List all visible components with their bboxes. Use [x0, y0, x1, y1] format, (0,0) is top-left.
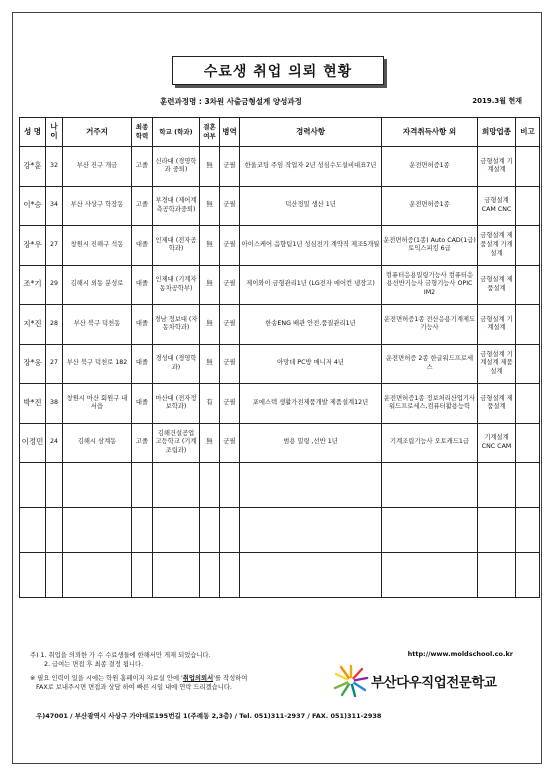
header-remarks: 비고: [516, 118, 540, 147]
header-career: 경력사항: [240, 118, 382, 147]
cell-career: 포에스텍 생활가전제품개발 제품설계12년: [240, 384, 382, 424]
cell-military: 군필: [220, 344, 240, 384]
candidates-table: [19, 117, 540, 598]
starburst-logo-icon: [333, 664, 369, 698]
cell-name: 강*훈: [20, 147, 46, 187]
empty-table-row: [20, 508, 540, 553]
cell-education: 고졸: [132, 186, 153, 226]
table-row: [20, 147, 540, 187]
cell-education: 대졸: [132, 384, 153, 424]
cell-desired: 금형설계 CAM CNC: [478, 186, 516, 226]
table-row: [20, 226, 540, 266]
cell-education: 고졸: [132, 147, 153, 187]
cell-married: 無: [200, 305, 220, 345]
header-desired: 희망업종: [478, 118, 516, 147]
cell-name: 지*진: [20, 305, 46, 345]
cell-residence: 창원시 진해구 석동: [63, 226, 132, 266]
header-school: 학교 (학과): [153, 118, 200, 147]
empty-table-row: [20, 553, 540, 598]
cell-residence: 부산 북구 덕천동: [63, 305, 132, 345]
cell-education: 대졸: [132, 344, 153, 384]
cell-school: 부경대 (제어계측공학과중퇴): [153, 186, 200, 226]
cell-married: 無: [200, 344, 220, 384]
school-address: 우)47001 / 부산광역시 사상구 가야대로195번길 1(주례동 2,3층) / Tel. 051)311-2937 / FAX. 051)311-2938: [36, 712, 382, 720]
cell-education: 대졸: [132, 305, 153, 345]
cell-licenses: 컴퓨터응용밀링기능사 컴퓨터응용선반기능사 금형기능사 OPIC IM2: [382, 265, 478, 305]
header-education: 최종 학력: [132, 118, 153, 147]
cell-married: 有: [200, 384, 220, 424]
cell-desired: 금형설계 기계설계: [478, 147, 516, 187]
cell-remarks: [516, 147, 540, 187]
cell-age: 24: [46, 423, 63, 463]
cell-desired: 금형설계 기계설계: [478, 305, 516, 345]
cell-residence: 김해시 외동 분성로: [63, 265, 132, 305]
cell-age: 32: [46, 147, 63, 187]
table-row: [20, 423, 540, 463]
cell-remarks: [516, 265, 540, 305]
header-licenses: 자격취득사항 외: [382, 118, 478, 147]
cell-military: 군필: [220, 423, 240, 463]
cell-military: 군필: [220, 384, 240, 424]
cell-school: 인제대 (전자공학과): [153, 226, 200, 266]
cell-military: 군필: [220, 226, 240, 266]
cell-remarks: [516, 186, 540, 226]
footnote-4: FAX로 보내주시면 면접과 상담 하여 빠른 시일 내에 연락 드리겠습니다.: [36, 683, 232, 691]
employment-request-form-link[interactable]: 취업의뢰서: [182, 675, 214, 682]
cell-career: 아이스케어 음향팀1년 성심전기 계약직 제조5개월: [240, 226, 382, 266]
header-married: 결혼 여부: [200, 118, 220, 147]
footnote-1: 주) 1. 취업을 의뢰한 가 수 수료생들에 한해서만 게재 되었습니다.: [30, 652, 211, 659]
footnotes: [30, 652, 247, 692]
footnote-3: [30, 675, 247, 684]
cell-licenses: 운전면허증1종 정보처리산업기사 워드프로세스,컴퓨터활용능력: [382, 384, 478, 424]
footnote-3-post: '를 작성하여: [213, 675, 248, 682]
cell-name: 이*승: [20, 186, 46, 226]
cell-age: 28: [46, 305, 63, 345]
footnote-2: 2. 급여는 면접 후 최종 결정 됩니다.: [44, 660, 144, 668]
cell-desired: 금형설계 제품설계: [478, 384, 516, 424]
header-name: 성 명: [20, 118, 46, 147]
cell-licenses: 운전면허증1종: [382, 186, 478, 226]
cell-name: 장*웅: [20, 344, 46, 384]
footnote-3-pre: ※ 필요 인력이 있을 시에는 학원 홈페이지 자료실 안에 ': [30, 675, 183, 682]
header-age: 나이: [46, 118, 63, 147]
cell-career: 덕산정밀 생산 1년: [240, 186, 382, 226]
cell-remarks: [516, 384, 540, 424]
header-military: 병역: [220, 118, 240, 147]
document-title: 수료생 취업 의뢰 현황: [172, 56, 384, 85]
table-header-row: [20, 118, 540, 147]
header-residence: 거주지: [63, 118, 132, 147]
cell-desired: 기계설계 CNC CAM: [478, 423, 516, 463]
table-row: [20, 305, 540, 345]
table-row: [20, 186, 540, 226]
cell-married: 無: [200, 186, 220, 226]
cell-military: 군필: [220, 305, 240, 345]
cell-school: 인제대 (기계자동차공학부): [153, 265, 200, 305]
cell-age: 34: [46, 186, 63, 226]
cell-education: 고졸: [132, 423, 153, 463]
cell-remarks: [516, 226, 540, 266]
table-row: [20, 384, 540, 424]
cell-remarks: [516, 344, 540, 384]
cell-name: 이정민: [20, 423, 46, 463]
cell-residence: 김해시 삼계동: [63, 423, 132, 463]
website-link[interactable]: http://www.moldschool.co.kr: [407, 650, 513, 658]
cell-age: 27: [46, 226, 63, 266]
cell-residence: 부산 진구 개금: [63, 147, 132, 187]
cell-desired: 금형설계 제품설계: [478, 265, 516, 305]
cell-school: 경남 정보대 (자동차학과): [153, 305, 200, 345]
empty-table-row: [20, 463, 540, 508]
cell-licenses: 운전면허증1종 전산응용기계제도기능사: [382, 305, 478, 345]
cell-name: 장*우: [20, 226, 46, 266]
cell-married: 無: [200, 147, 220, 187]
cell-career: 한울코팅 주임 작업자 2년 성심수도설비대표7년: [240, 147, 382, 187]
cell-military: 군필: [220, 186, 240, 226]
table-row: [20, 265, 540, 305]
cell-licenses: 운전면허증(1종) Auto CAD(1급) 토익스피킹 6급: [382, 226, 478, 266]
cell-education: 대졸: [132, 265, 153, 305]
cell-career: 범용 밀링 ,선반 1년: [240, 423, 382, 463]
cell-remarks: [516, 305, 540, 345]
course-name: 훈련과정명 : 3차원 사출금형설계 양성과정: [160, 97, 302, 106]
cell-age: 29: [46, 265, 63, 305]
school-logo: [333, 664, 496, 698]
cell-name: 조*기: [20, 265, 46, 305]
cell-school: 경성대 (경영학과): [153, 344, 200, 384]
cell-career: 아망데 PC방 매니저 4년: [240, 344, 382, 384]
cell-married: 無: [200, 423, 220, 463]
cell-school: 신라대 (경영학과 중퇴): [153, 147, 200, 187]
cell-desired: 금형설계 기계설계 제품설계: [478, 344, 516, 384]
cell-desired: 금형설계 제품설계 기계설계: [478, 226, 516, 266]
cell-name: 박*진: [20, 384, 46, 424]
cell-school: 마산대 (전자정보학과): [153, 384, 200, 424]
cell-education: 대졸: [132, 226, 153, 266]
cell-military: 군필: [220, 147, 240, 187]
cell-age: 27: [46, 344, 63, 384]
cell-age: 38: [46, 384, 63, 424]
table-row: [20, 344, 540, 384]
cell-remarks: [516, 423, 540, 463]
cell-licenses: 기계조립기능사 오토캐드1급: [382, 423, 478, 463]
report-date: 2019.3월 현재: [472, 97, 522, 105]
cell-married: 無: [200, 226, 220, 266]
cell-military: 군필: [220, 265, 240, 305]
school-name: 부산다우직업전문학교: [371, 675, 497, 691]
cell-career: 한송ENG 배관 안전.품질관리1년: [240, 305, 382, 345]
cell-married: 無: [200, 265, 220, 305]
cell-residence: 부산 사상구 학장동: [63, 186, 132, 226]
cell-licenses: 운전면허증 2종 한글워드프로세스: [382, 344, 478, 384]
cell-career: 제이와이 금형관리1년 (LG전자 에어컨 냉장고): [240, 265, 382, 305]
cell-school: 김해건설공업 고등학교 (기계조립과): [153, 423, 200, 463]
cell-residence: 부산 북구 덕천로 182: [63, 344, 132, 384]
cell-residence: 창원시 마산 회원구 내서읍: [63, 384, 132, 424]
cell-licenses: 운전면허증1종: [382, 147, 478, 187]
